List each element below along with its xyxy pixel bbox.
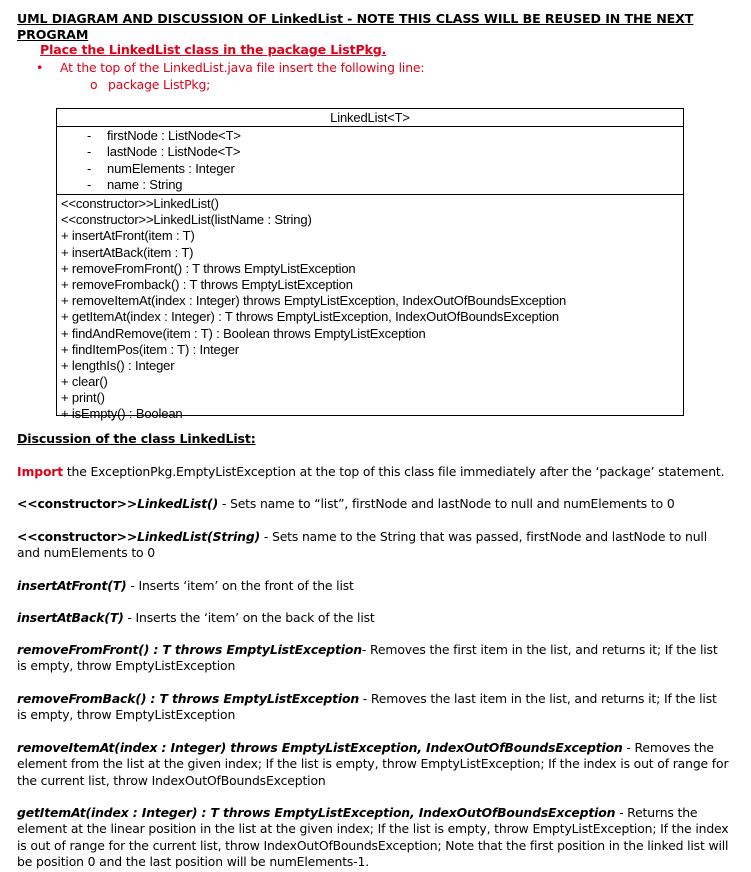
paragraph-get-item-at [17, 805, 729, 870]
circle-bullet-icon: o [90, 77, 98, 92]
paragraph-lead: removeFromFront() : T throws EmptyListException [17, 642, 362, 657]
uml-operation: + removeItemAt(index : Integer) throws EmptyListException, IndexOutOfBoundsException [61, 293, 567, 309]
paragraph-lead: removeItemAt(index : Integer) throws EmptyListException, IndexOutOfBoundsException [17, 740, 623, 755]
paragraph-stereotype: <<constructor>> [17, 529, 138, 544]
uml-attribute: - name : String [87, 177, 183, 193]
uml-class-diagram [56, 108, 684, 422]
paragraph-text: - Inserts the ‘item’ on the back of the list [123, 610, 375, 625]
paragraph-lead: getItemAt(index : Integer) : T throws EmptyListException, IndexOutOfBoundsException [17, 805, 616, 820]
paragraph-text: - Removes the element from the list at the given index; If the list is empty, throw EmptyListException; If the index is out of range for the current list, throw IndexOutOfBoundsException [17, 740, 729, 788]
paragraph-text: - Sets name to the String that was passed, firstNode and lastNode to null and numElements to 0 [17, 529, 708, 561]
uml-operations [57, 195, 683, 423]
document-title: UML DIAGRAM AND DISCUSSION OF LinkedList - NOTE THIS CLASS WILL BE REUSED IN THE NEXT PROGRAM [17, 11, 694, 42]
uml-operation: + insertAtBack(item : T) [61, 244, 194, 260]
paragraph-constructor-string [17, 529, 729, 562]
uml-attribute: - numElements : Integer [87, 160, 235, 176]
paragraph-lead: LinkedList() [137, 496, 219, 511]
uml-operation: + findAndRemove(item : T) : Boolean throws EmptyListException [61, 325, 426, 341]
paragraph-remove-back [17, 691, 729, 724]
uml-attributes [57, 127, 683, 195]
paragraph-text: - Sets name to “list”, firstNode and lastNode to null and numElements to 0 [218, 496, 675, 511]
bullet-item [36, 60, 424, 76]
paragraph-insert-front [17, 578, 729, 594]
bullet-icon: • [36, 60, 44, 75]
uml-attribute: - lastNode : ListNode<T> [87, 144, 241, 160]
paragraph-insert-back [17, 610, 729, 626]
paragraph-text: - Removes the first item in the list, and returns it; If the list is empty, throw EmptyListException [17, 642, 718, 674]
uml-attribute: - firstNode : ListNode<T> [87, 128, 241, 143]
paragraph-constructor-default [17, 496, 729, 512]
uml-operation: + removeFromFront() : T throws EmptyListException [61, 260, 356, 276]
paragraph-remove-front [17, 642, 729, 675]
paragraph-text: the ExceptionPkg.EmptyListException at the top of this class file immediately after the ‘package’ statement. [63, 464, 725, 479]
uml-operation: + findItemPos(item : T) : Integer [61, 341, 239, 357]
uml-operation: + clear() [61, 374, 108, 390]
uml-operation: + print() [61, 390, 105, 406]
package-statement: package ListPkg; [108, 77, 211, 92]
bullet-text: At the top of the LinkedList.java file insert the following line: [60, 60, 425, 75]
uml-operation: <<constructor>>LinkedList() [61, 196, 219, 211]
discussion-heading: Discussion of the class LinkedList: [17, 431, 256, 446]
paragraph-remove-item-at [17, 740, 729, 789]
uml-operation: <<constructor>>LinkedList(listName : String) [61, 212, 312, 228]
paragraph-lead: LinkedList(String) [137, 529, 261, 544]
uml-operation: + lengthIs() : Integer [61, 357, 175, 373]
paragraph-lead: removeFromBack() : T throws EmptyListException [17, 691, 359, 706]
sub-bullet-item [90, 77, 210, 93]
paragraph-stereotype: <<constructor>> [17, 496, 138, 511]
paragraph-text: - Returns the element at the linear position in the list at the given index; If the list is empty, throw EmptyListException; If the index is out of range for the current list, throw IndexOutOfBoundsException; Note that the first position in the linked list will be position 0 and the last position will be numElements-1. [17, 805, 729, 869]
paragraph-text: - Inserts ‘item’ on the front of the list [126, 578, 354, 593]
uml-class-name: LinkedList<T> [57, 109, 683, 127]
package-instruction-heading: Place the LinkedList class in the package ListPkg. [40, 42, 387, 57]
uml-operation: + insertAtFront(item : T) [61, 228, 195, 244]
paragraph-lead: insertAtBack(T) [17, 610, 124, 625]
paragraph-lead: insertAtFront(T) [17, 578, 127, 593]
paragraph-lead: Import [17, 464, 64, 479]
paragraph-import [17, 464, 729, 480]
paragraph-text: - Removes the last item in the list, and returns it; If the list is empty, throw EmptyListException [17, 691, 717, 723]
uml-operation: + isEmpty() : Boolean [61, 406, 183, 422]
uml-operation: + removeFromback() : T throws EmptyListException [61, 276, 353, 292]
uml-operation: + getItemAt(index : Integer) : T throws EmptyListException, IndexOutOfBoundsException [61, 309, 560, 325]
